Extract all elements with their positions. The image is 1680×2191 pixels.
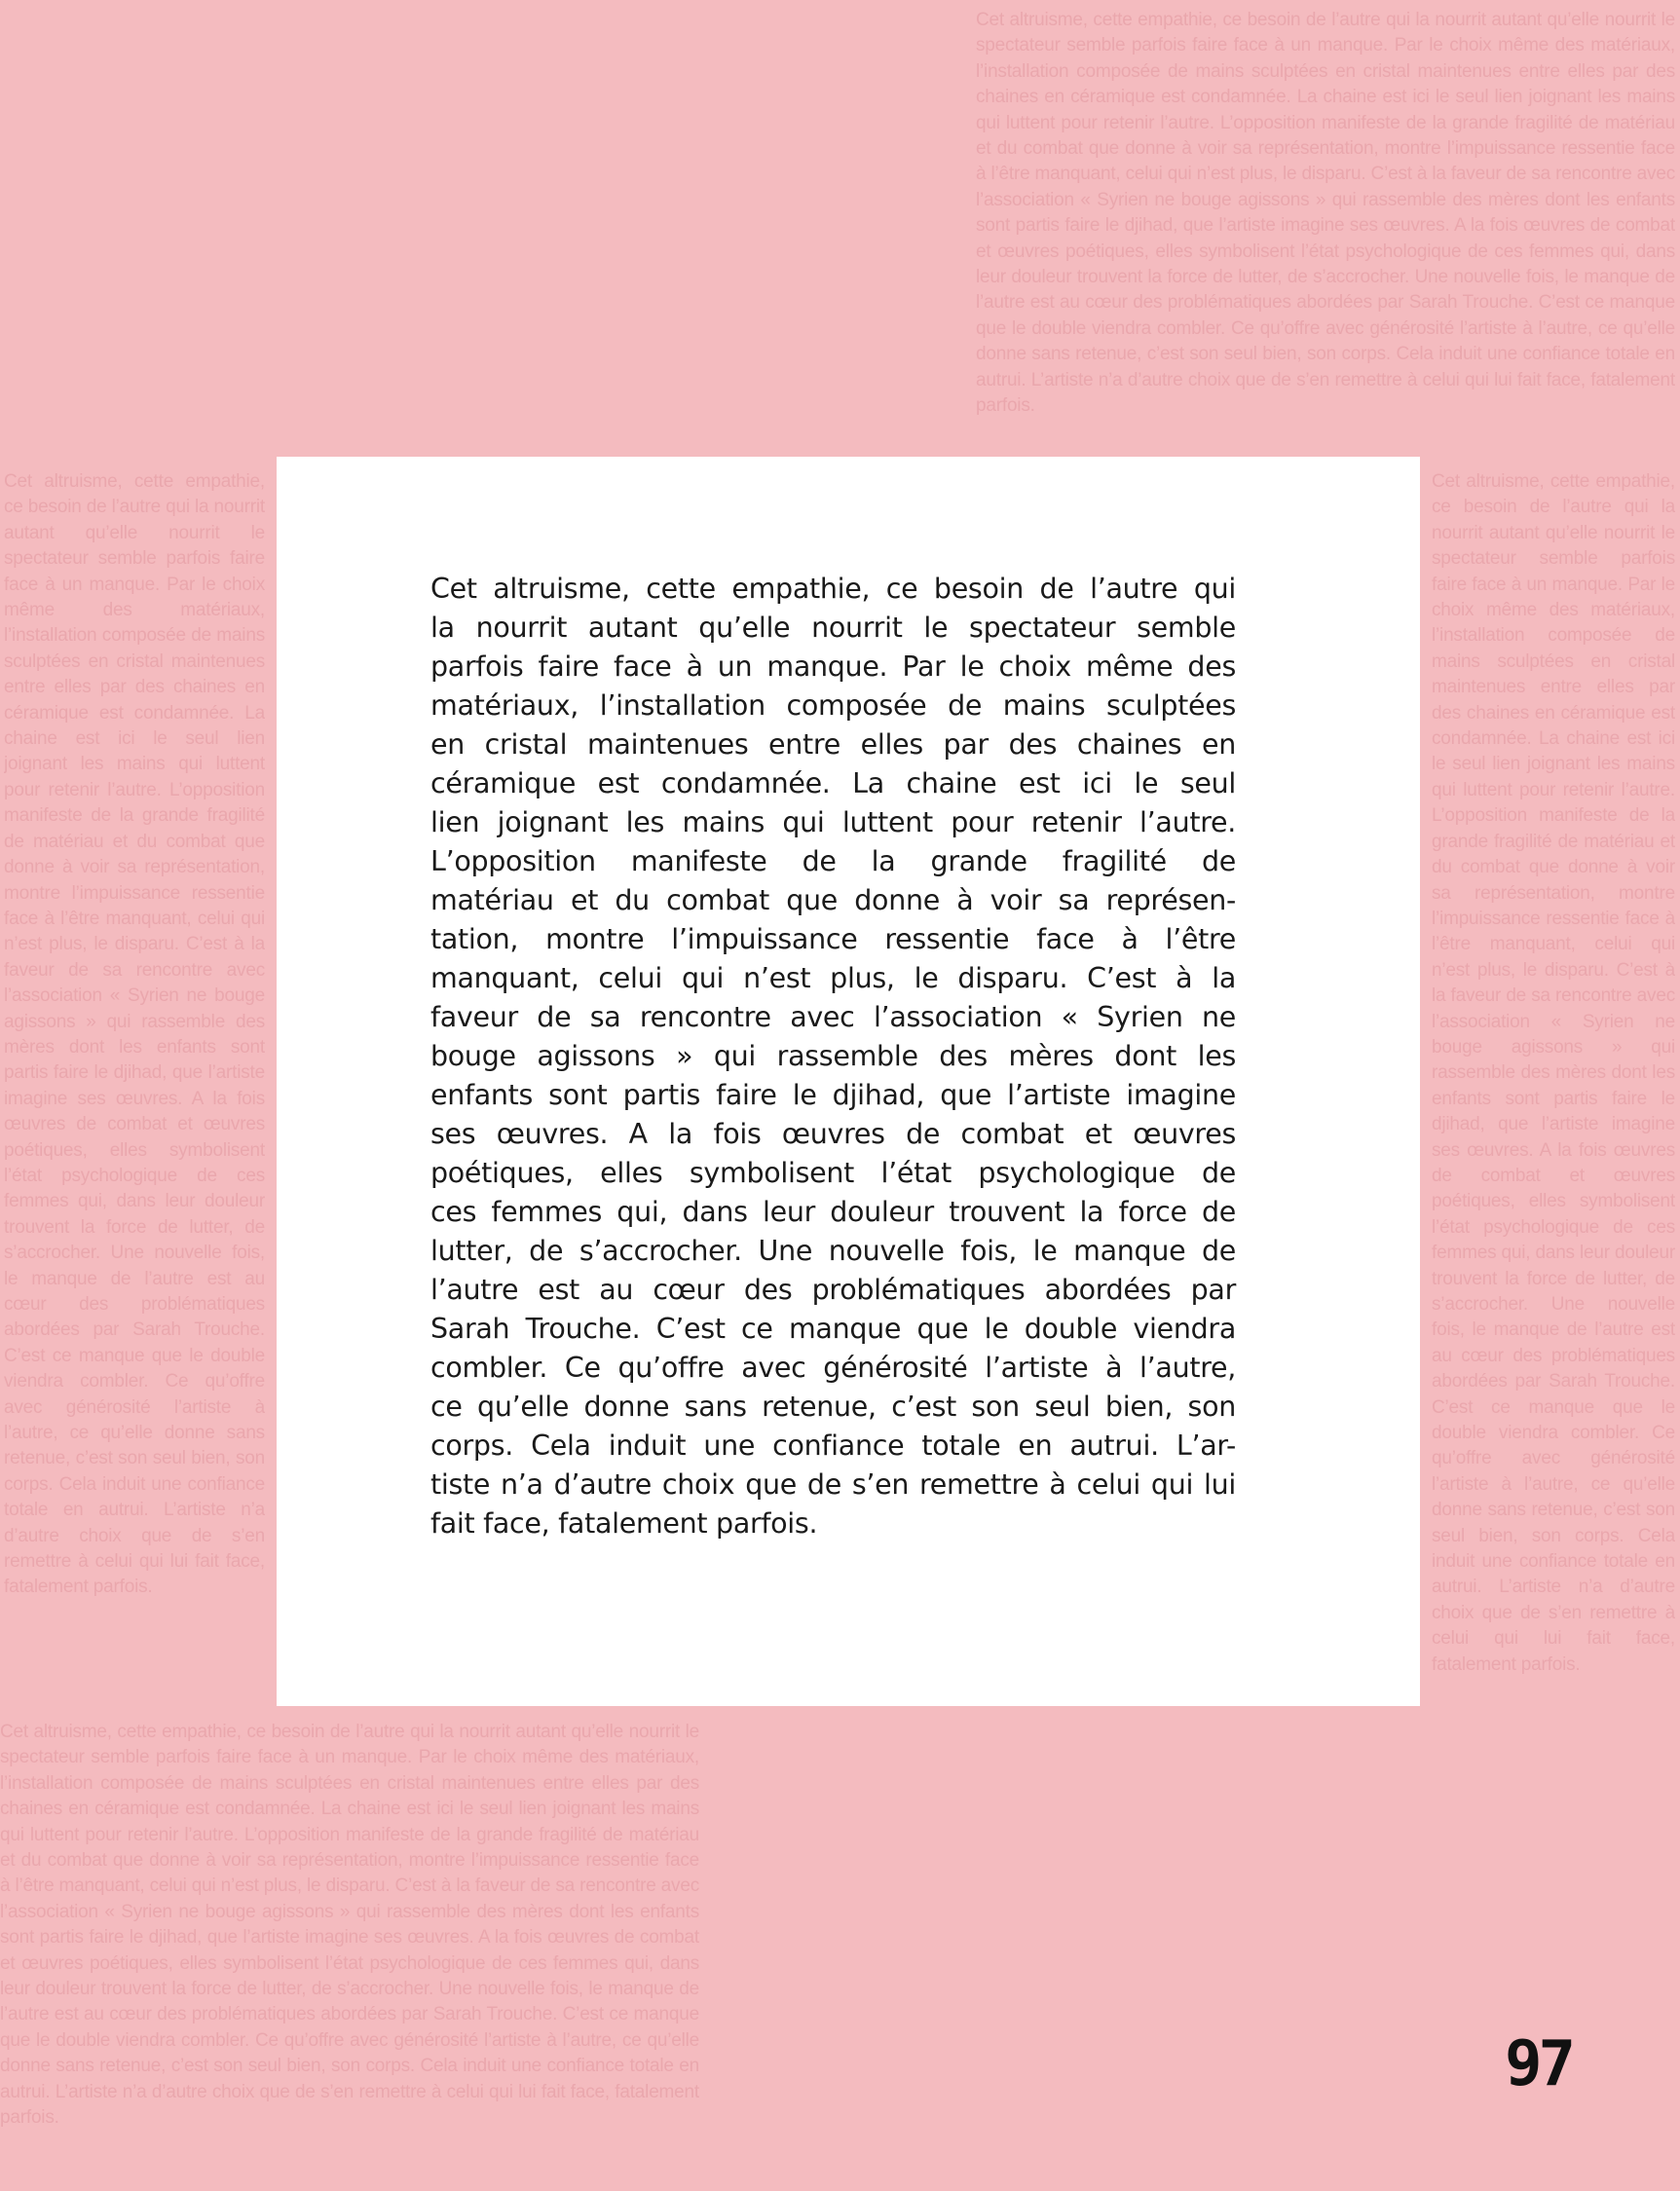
background-paragraph: Cet altruisme, cette empathie, ce besoin de l’autre qui la nourrit autant qu’elle nourrit le spectateur semble parfois faire face à un manque. Par le choix même des matériaux, l’installation composée de mains sculptées en cristal maintenues entre elles par des chaines en céramique est condamnée. La chaine est ici le seul lien joignant les mains qui luttent pour retenir l’autre. L’opposition manifeste de la grande fragilité de matériau et du combat que donne à voir sa représentation, montre l’impuissance ressentie face à l’être manquant, celui qui n’est plus, le disparu. C’est à la faveur de sa rencontre avec l’association « Syrien ne bouge agissons » qui rassemble des mères dont les enfants sont partis faire le djihad, que l’artiste imagine ses œuvres. A la fois œuvres de combat et œuvres poétiques, elles symbolisent l’état psychologique de ces femmes qui, dans leur douleur trouvent la force de lutter, de s’accrocher. Une nouvelle fois, le manque de l’autre est au cœur des problématiques abordées par Sarah Trouche. C’est ce manque que le double viendra combler. Ce qu’offre avec générosité l’artiste à l’autre, ce qu’elle donne sans retenue, c’est son seul bien, son corps. Cela induit une confiance totale en autrui. L’artiste n’a d’autre choix que de s’en remettre à celui qui lui fait face, fatalement parfois. [1432, 471, 1675, 1675]
background-text-top-right [976, 8, 1675, 445]
main-paragraph [430, 570, 1236, 1543]
background-text-right-strip [1432, 469, 1675, 1703]
text-line: ce qu’elle donne sans retenue, c’est son seul bien, son [430, 1391, 1236, 1423]
text-card [277, 457, 1420, 1706]
text-line: tiste n’a d’autre choix que de s’en remettre à celui qui lui [430, 1468, 1236, 1501]
background-text-bottom-left [0, 1720, 699, 2182]
text-line: Sarah Trouche. C’est ce manque que le double viendra [430, 1313, 1236, 1345]
text-line: parfois faire face à un manque. Par le choix même des [430, 650, 1236, 683]
text-line: L’opposition manifeste de la grande fragilité de [430, 845, 1236, 877]
text-line: lien joignant les mains qui luttent pour retenir l’autre. [430, 806, 1236, 838]
text-line: poétiques, elles symbolisent l’état psychologique de [430, 1157, 1236, 1189]
background-paragraph: Cet altruisme, cette empathie, ce besoin de l’autre qui la nourrit autant qu’elle nourrit le spectateur semble parfois faire face à un manque. Par le choix même des matériaux, l’installation composée de mains sculptées en cristal maintenues entre elles par des chaines en céramique est condamnée. La chaine est ici le seul lien joignant les mains qui luttent pour retenir l’autre. L’opposition manifeste de la grande fragilité de matériau et du combat que donne à voir sa représentation, montre l’impuissance ressentie face à l’être manquant, celui qui n’est plus, le disparu. C’est à la faveur de sa rencontre avec l’association « Syrien ne bouge agissons » qui rassemble des mères dont les enfants sont partis faire le djihad, que l’artiste imagine ses œuvres. A la fois œuvres de combat et œuvres poétiques, elles symbolisent l’état psychologique de ces femmes qui, dans leur douleur trouvent la force de lutter, de s’accrocher. Une nouvelle fois, le manque de l’autre est au cœur des problématiques abordées par Sarah Trouche. C’est ce manque que le double viendra combler. Ce qu’offre avec générosité l’artiste à l’autre, ce qu’elle donne sans retenue, c’est son seul bien, son corps. Cela induit une confiance totale en autrui. L’artiste n’a d’autre choix que de s’en remettre à celui qui lui fait face, fatalement parfois. [976, 10, 1675, 417]
text-line: matériau et du combat que donne à voir sa représen- [430, 884, 1236, 916]
background-paragraph: Cet altruisme, cette empathie, ce besoin de l’autre qui la nourrit autant qu’elle nourrit le spectateur semble parfois faire face à un manque. Par le choix même des matériaux, l’installation composée de mains sculptées en cristal maintenues entre elles par des chaines en céramique est condamnée. La chaine est ici le seul lien joignant les mains qui luttent pour retenir l’autre. L’opposition manifeste de la grande fragilité de matériau et du combat que donne à voir sa représentation, montre l’impuissance ressentie face à l’être manquant, celui qui n’est plus, le disparu. C’est à la faveur de sa rencontre avec l’association « Syrien ne bouge agissons » qui rassemble des mères dont les enfants sont partis faire le djihad, que l’artiste imagine ses œuvres. A la fois œuvres de combat et œuvres poétiques, elles symbolisent l’état psychologique de ces femmes qui, dans leur douleur trouvent la force de lutter, de s’accrocher. Une nouvelle fois, le manque de l’autre est au cœur des problématiques abordées par Sarah Trouche. C’est ce manque que le double viendra combler. Ce qu’offre avec générosité l’artiste à l’autre, ce qu’elle donne sans retenue, c’est son seul bien, son corps. Cela induit une confiance totale en autrui. L’artiste n’a d’autre choix que de s’en remettre à celui qui lui fait face, fatalement parfois. [4, 471, 265, 1598]
text-line: l’autre est au cœur des problématiques abordées par [430, 1274, 1236, 1306]
text-line: faveur de sa rencontre avec l’association « Syrien ne [430, 1001, 1236, 1033]
text-line: Cet altruisme, cette empathie, ce besoin de l’autre qui [430, 573, 1236, 605]
text-line: manquant, celui qui n’est plus, le disparu. C’est à la [430, 962, 1236, 994]
page-number: 97 [1505, 2028, 1573, 2100]
text-line: matériaux, l’installation composée de mains sculptées [430, 689, 1236, 722]
text-line: tation, montre l’impuissance ressentie face à l’être [430, 923, 1236, 955]
text-line: ses œuvres. A la fois œuvres de combat et œuvres [430, 1118, 1236, 1150]
text-line: fait face, fatalement parfois. [430, 1507, 818, 1540]
text-line: en cristal maintenues entre elles par des chaines en [430, 728, 1236, 761]
text-line: lutter, de s’accrocher. Une nouvelle fois, le manque de [430, 1235, 1236, 1267]
text-line: combler. Ce qu’offre avec générosité l’artiste à l’autre, [430, 1352, 1236, 1384]
text-line: enfants sont partis faire le djihad, que l’artiste imagine [430, 1079, 1236, 1111]
text-line: ces femmes qui, dans leur douleur trouvent la force de [430, 1196, 1236, 1228]
text-line: bouge agissons » qui rassemble des mères dont les [430, 1040, 1236, 1072]
text-line: céramique est condamnée. La chaine est ici le seul [430, 767, 1236, 799]
background-text-left-strip [4, 469, 265, 1703]
text-line: la nourrit autant qu’elle nourrit le spectateur semble [430, 612, 1236, 644]
text-line: corps. Cela induit une confiance totale en autrui. L’ar- [430, 1430, 1236, 1462]
background-paragraph: Cet altruisme, cette empathie, ce besoin de l’autre qui la nourrit autant qu’elle nourrit le spectateur semble parfois faire face à un manque. Par le choix même des matériaux, l’installation composée de mains sculptées en cristal maintenues entre elles par des chaines en céramique est condamnée. La chaine est ici le seul lien joignant les mains qui luttent pour retenir l’autre. L’opposition manifeste de la grande fragilité de matériau et du combat que donne à voir sa représentation, montre l’impuissance ressentie face à l’être manquant, celui qui n’est plus, le disparu. C’est à la faveur de sa rencontre avec l’association « Syrien ne bouge agissons » qui rassemble des mères dont les enfants sont partis faire le djihad, que l’artiste imagine ses œuvres. A la fois œuvres de combat et œuvres poétiques, elles symbolisent l’état psychologique de ces femmes qui, dans leur douleur trouvent la force de lutter, de s’accrocher. Une nouvelle fois, le manque de l’autre est au cœur des problématiques abordées par Sarah Trouche. C’est ce manque que le double viendra combler. Ce qu’offre avec générosité l’artiste à l’autre, ce qu’elle donne sans retenue, c’est son seul bien, son corps. Cela induit une confiance totale en autrui. L’artiste n’a d’autre choix que de s’en remettre à celui qui lui fait face, fatalement parfois. [0, 1722, 699, 2129]
